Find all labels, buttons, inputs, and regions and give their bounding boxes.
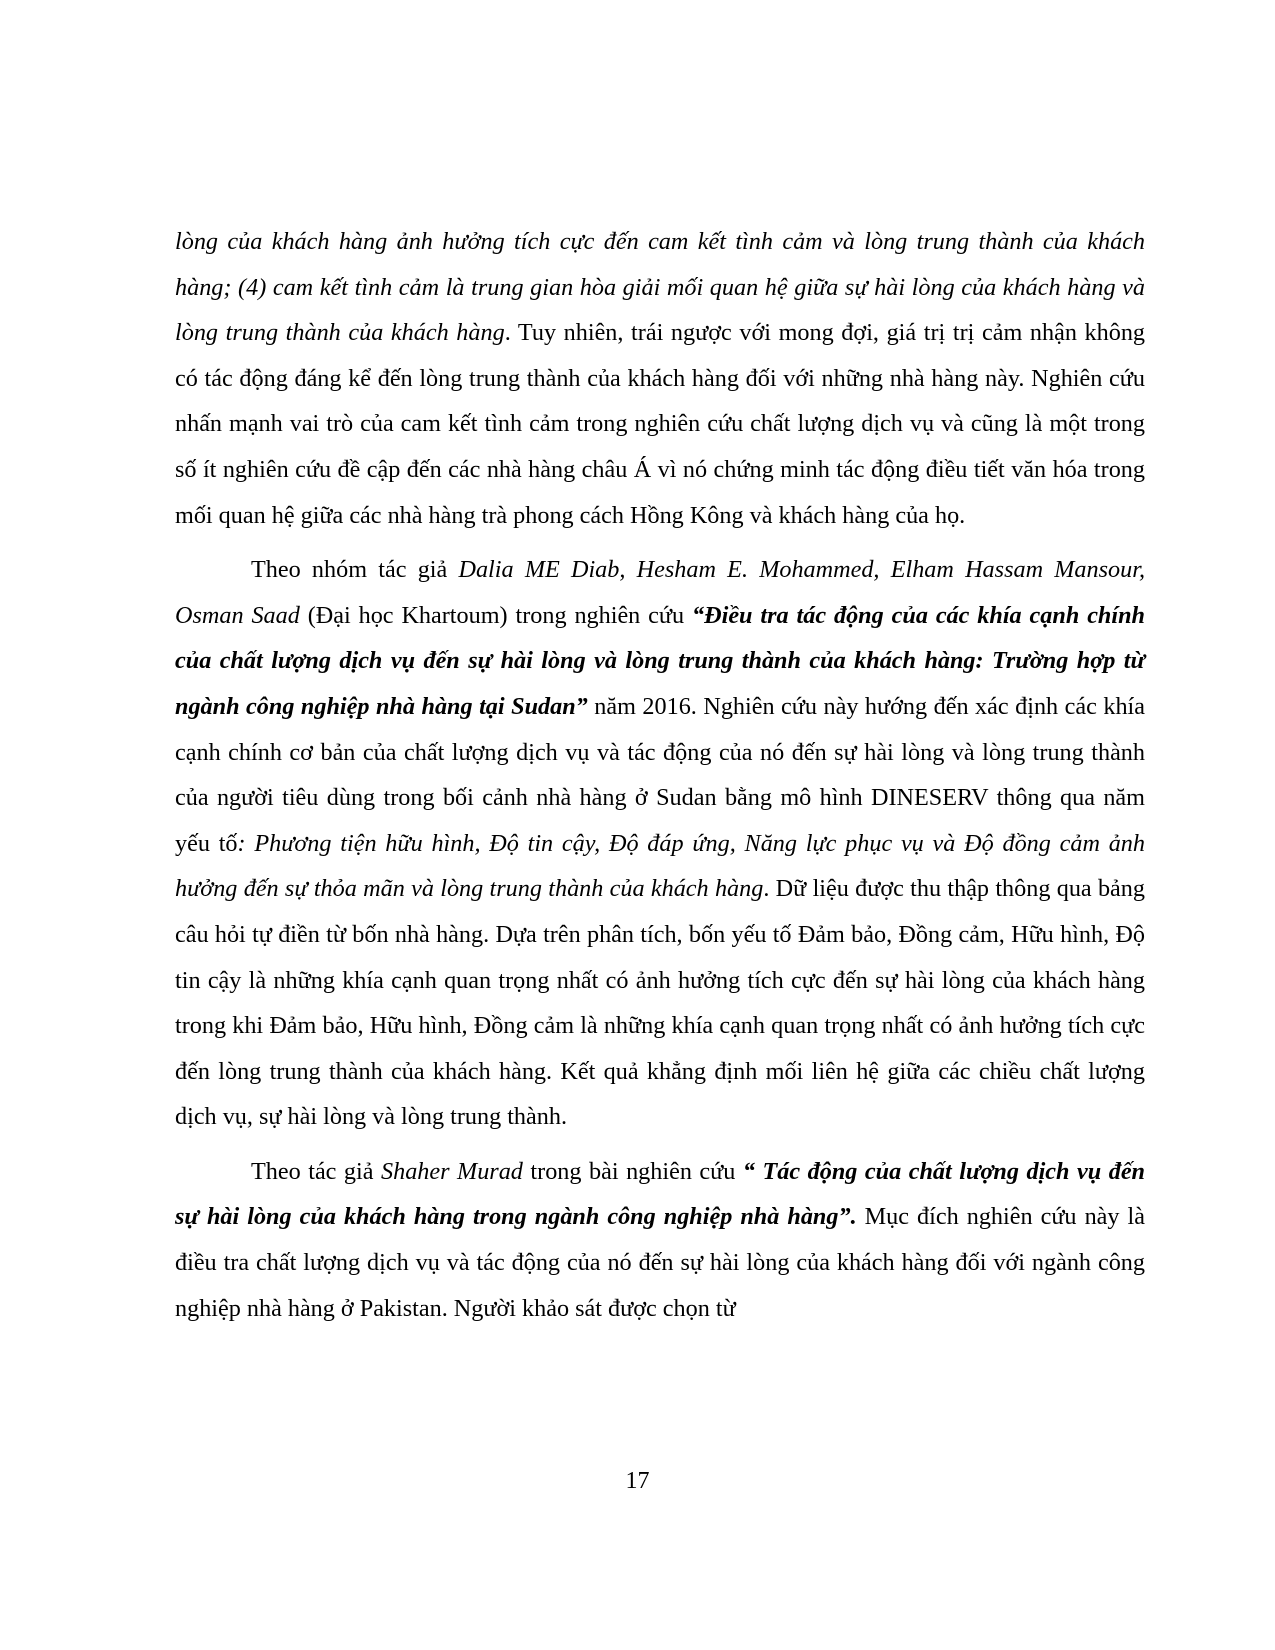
study-title-bold-italic: “Điều tra tác động của các khía cạnh chính của chất lượng dịch vụ đến sự hài lòng và lòng trung thành của khách hàng: Trường hợp từ ngành công nghiệp nhà hàng tại Sudan” — [175, 601, 1146, 720]
paragraph-dalia-diab-study — [175, 547, 1145, 1140]
authors-italic: Dalia ME Diab, Hesham E. Mohammed, Elham Hassam Mansour, Osman Saad — [175, 556, 1145, 629]
text-span: trong bài nghiên cứu — [522, 1157, 743, 1185]
text-span: năm 2016. Nghiên cứu này hướng đến xác định các khía cạnh chính cơ bản của chất lượng dịch vụ và tác động của nó đến sự hài lòng và lòng trung thành của người tiêu dùng trong bối cảnh nhà hàng ở Sudan bằng mô hình DINESERV thông qua năm yếu tố — [175, 692, 1145, 857]
document-body — [175, 219, 1145, 1331]
italic-span: lòng của khách hàng ảnh hưởng tích cực đến cam kết tình cảm và lòng trung thành của khách hàng; (4) cam kết tình cảm là trung gian hòa giải mối quan hệ giữa sự hài lòng của khách hàng và lòng trung thành của khách hàng — [175, 228, 1145, 347]
text-span: . Dữ liệu được thu thập thông qua bảng câu hỏi tự điền từ bốn nhà hàng. Dựa trên phân tích, bốn yếu tố Đảm bảo, Đồng cảm, Hữu hình, Độ tin cậy là những khía cạnh quan trọng nhất có ảnh hưởng tích cực đến sự hài lòng của khách hàng trong khi Đảm bảo, Hữu hình, Đồng cảm là những khía cạnh quan trọng nhất có ảnh hưởng tích cực đến lòng trung thành của khách hàng. Kết quả khẳng định mối liên hệ giữa các chiều chất lượng dịch vụ, sự hài lòng và lòng trung thành. — [175, 875, 1145, 1131]
text-span: . Tuy nhiên, trái ngược với mong đợi, giá trị trị cảm nhận không có tác động đáng kể đến lòng trung thành của khách hàng đối với những nhà hàng này. Nghiên cứu nhấn mạnh vai trò của cam kết tình cảm trong nghiên cứu chất lượng dịch vụ và cũng là một trong số ít nghiên cứu đề cập đến các nhà hàng châu Á vì nó chứng minh tác động điều tiết văn hóa trong mối quan hệ giữa các nhà hàng trà phong cách Hồng Kông và khách hàng của họ. — [175, 319, 1146, 529]
text-span: Theo nhóm tác giả — [251, 556, 459, 584]
text-span: Mục đích nghiên cứu này là điều tra chất lượng dịch vụ và tác động của nó đến sự hài lòng của khách hàng đối với ngành công nghiệp nhà hàng ở Pakistan. Người khảo sát được chọn từ — [175, 1203, 1145, 1322]
page-number: 17 — [625, 1468, 650, 1494]
text-span: Theo tác giả — [251, 1157, 382, 1185]
study-title-bold-italic: “ Tác động của chất lượng dịch vụ đến sự hài lòng của khách hàng trong ngành công nghiệp nhà hàng”. — [175, 1157, 1146, 1231]
paragraph-continuation — [175, 219, 1145, 538]
author-italic: Shaher Murad — [381, 1157, 523, 1185]
paragraph-shaher-murad-study — [175, 1149, 1145, 1331]
factors-italic: : Phương tiện hữu hình, Độ tin cậy, Độ đáp ứng, Năng lực phục vụ và Độ đồng cảm ảnh hưởng đến sự thỏa mãn và lòng trung thành của khách hàng — [175, 829, 1145, 903]
text-span: (Đại học Khartoum) trong nghiên cứu — [299, 601, 693, 629]
